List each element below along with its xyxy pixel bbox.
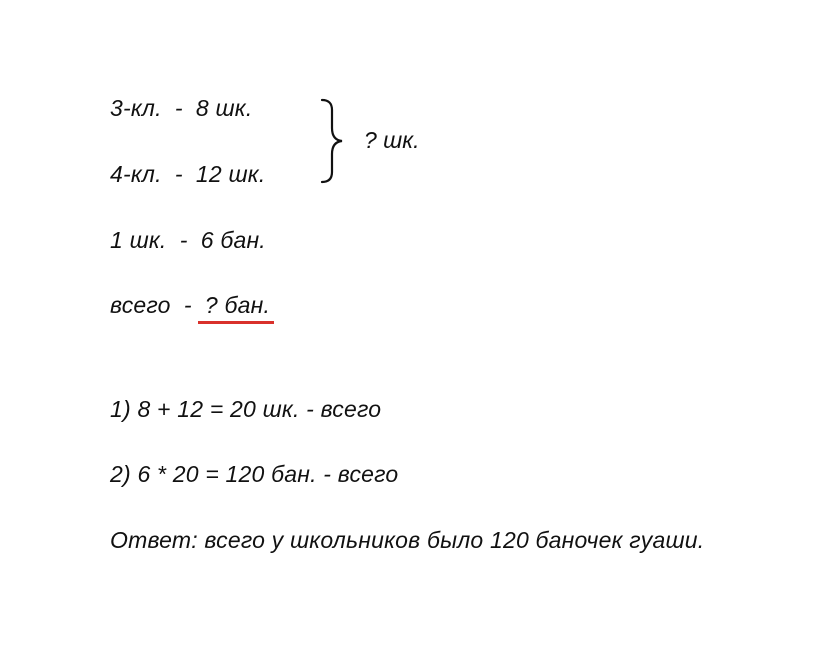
curly-brace-icon [318, 98, 348, 184]
given-line-class4: 4-кл. - 12 шк. [110, 161, 266, 187]
total-question: ? бан. [204, 292, 271, 318]
given-line-per-school: 1 шк. - 6 бан. [110, 227, 266, 253]
given-line-total [110, 291, 270, 319]
given-line-class3: 3-кл. - 8 шк. [110, 95, 253, 121]
brace-label: ? шк. [364, 127, 420, 153]
question-underline [198, 321, 274, 324]
solution-step-1: 1) 8 + 12 = 20 шк. - всего [110, 396, 382, 422]
answer-line: Ответ: всего у школьников было 120 баночек гуаши. [110, 527, 705, 553]
solution-step-2: 2) 6 * 20 = 120 бан. - всего [110, 461, 399, 487]
total-prefix: всего - [110, 292, 205, 318]
